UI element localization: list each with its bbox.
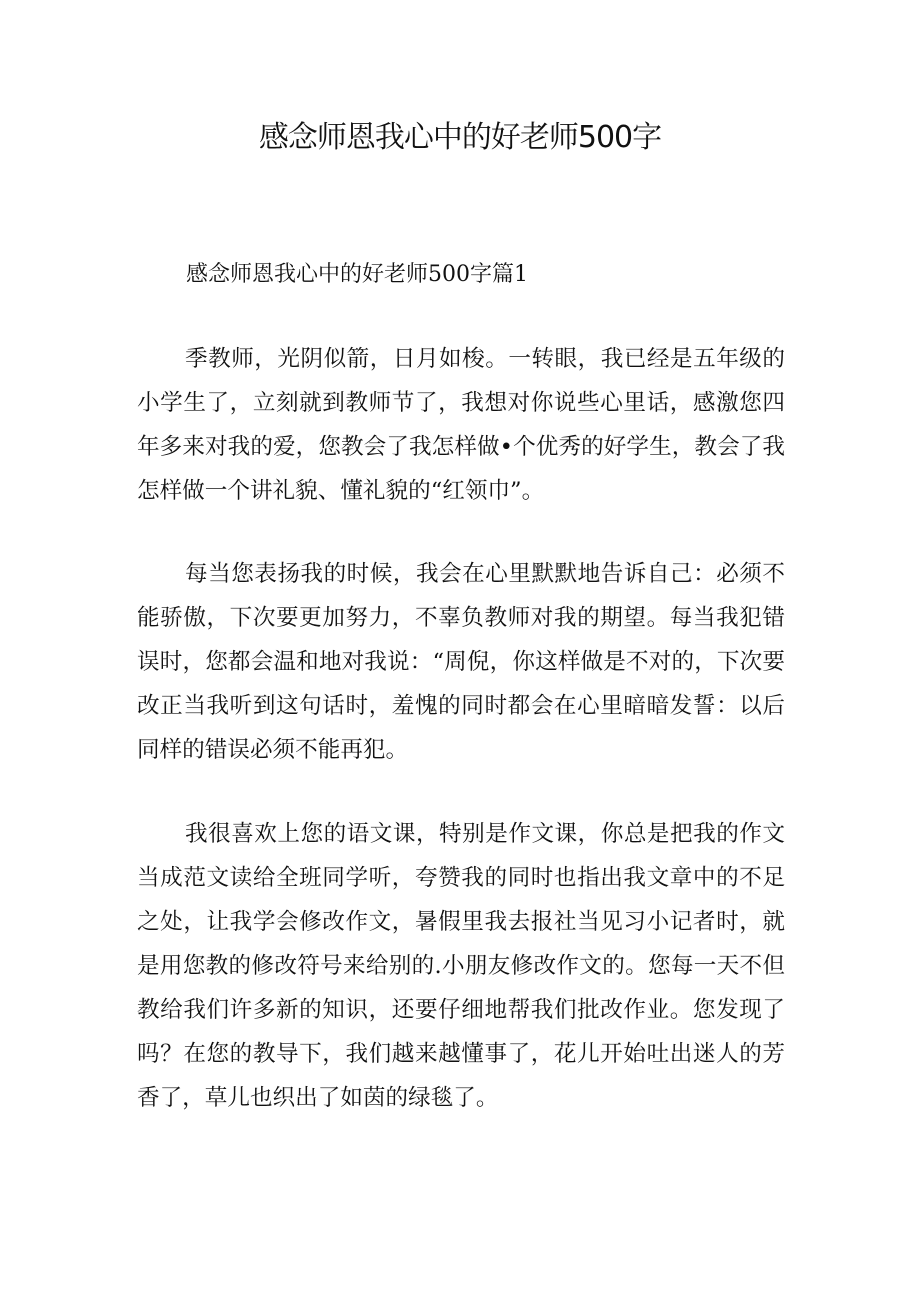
- paragraph-1: 季教师，光阴似箭，日月如梭。一转眼，我已经是五年级的小学生了，立刻就到教师节了，我想对你说些心里话，感激您四年多来对我的爱，您教会了我怎样做•个优秀的好学生，教会了我怎样做一个讲礼貌、懂礼貌的“红领巾”。: [137, 346, 785, 504]
- paragraph-2: 每当您表扬我的时候，我会在心里默默地告诉自己：必须不能骄傲，下次要更加努力，不辜负教师对我的期望。每当我犯错误时，您都会温和地对我说：“周倪，你这样做是不对的，下次要改正当我听到这句话时，羞愧的同时都会在心里暗暗发誓：以后同样的错误必须不能再犯。: [137, 561, 785, 763]
- paragraph-3: 我很喜欢上您的语文课，特别是作文课，你总是把我的作文当成范文读给全班同学听，夸赞我的同时也指出我文章中的不足之处，让我学会修改作文，暑假里我去报社当见习小记者时，就是用您教的修改符号来给别的.小朋友修改作文的。您每一天不但教给我们许多新的知识，还要仔细地帮我们批改作业。您发现了吗？在您的教导下，我们越来越懂事了，花儿开始吐出迷人的芳香了，草儿也织出了如茵的绿毯了。: [137, 821, 785, 1111]
- document-title: 感念师恩我心中的好老师500字: [258, 120, 662, 155]
- section-heading: 感念师恩我心中的好老师500字篇1: [186, 262, 528, 287]
